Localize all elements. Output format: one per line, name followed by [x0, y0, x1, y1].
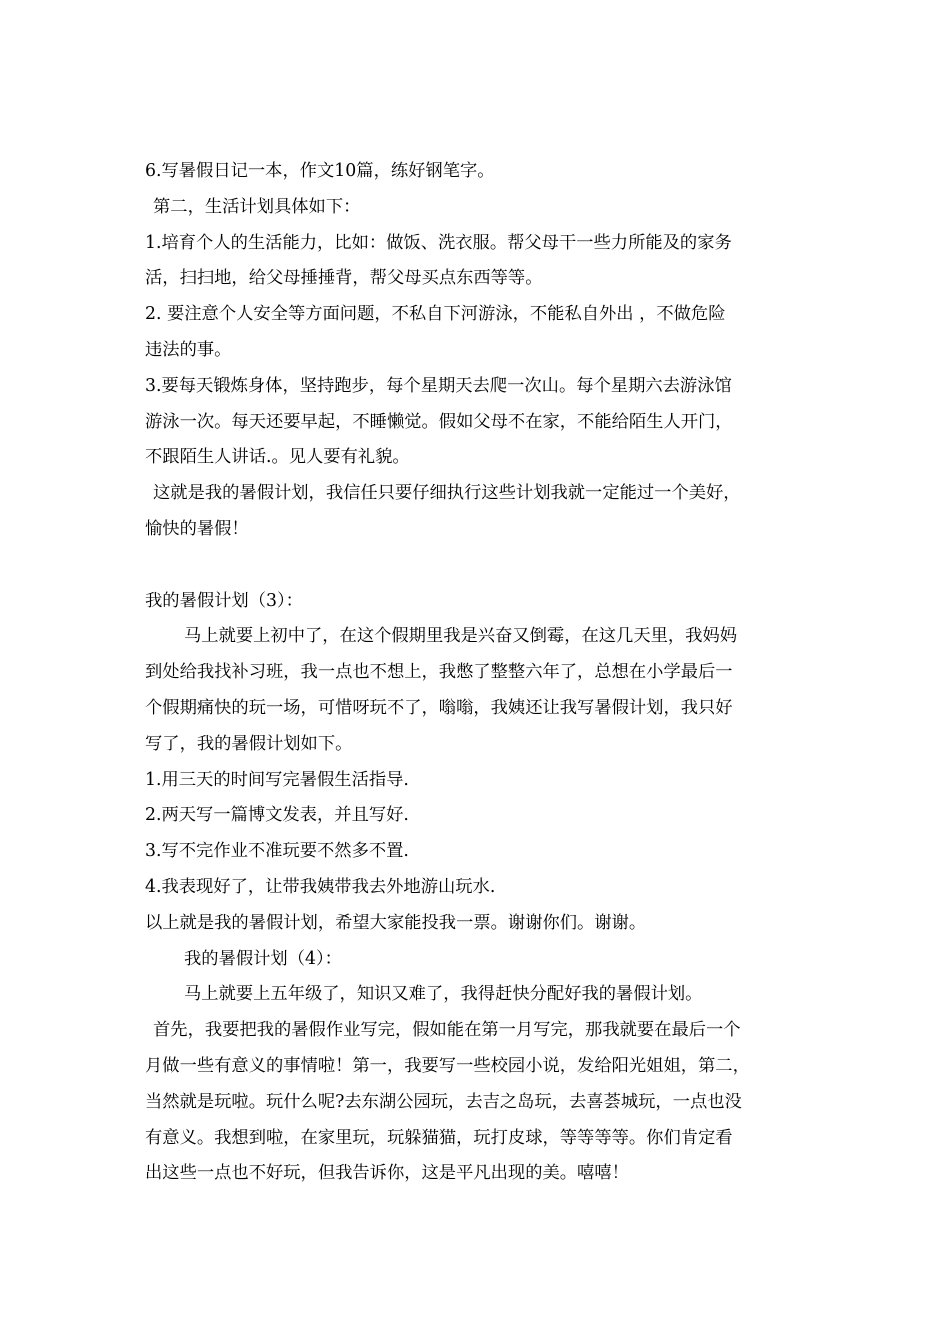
- text-line: 3.写不完作业不准玩要不然多不置.: [145, 841, 409, 862]
- section-heading: 我的暑假计划（3）：: [145, 590, 303, 611]
- text-line: 2. 要注意个人安全等方面问题，不私自下河游泳，不能私自外出 ，不做危险: [145, 304, 726, 325]
- text-line: 以上就是我的暑假计划，希望大家能投我一票。谢谢你们。谢谢。: [145, 912, 647, 933]
- text-line: 首先，我要把我的暑假作业写完，假如能在第一月写完，那我就要在最后一个: [153, 1020, 741, 1041]
- text-line: 个假期痛快的玩一场，可惜呀玩不了，嗡嗡，我姨还让我写暑假计划，我只好: [145, 697, 733, 718]
- text-line: 6.写暑假日记一本，作文10篇，练好钢笔字。: [145, 161, 495, 181]
- text-line: 活，扫扫地，给父母捶捶背，帮父母买点东西等等。: [145, 268, 543, 289]
- text-line: 月做一些有意义的事情啦！第一，我要写一些校园小说，发给阳光姐姐，第二，: [145, 1055, 750, 1076]
- text-line: 3.要每天锻炼身体，坚持跑步，每个星期天去爬一次山。每个星期六去游泳馆: [145, 375, 732, 396]
- text-line: 写了，我的暑假计划如下。: [145, 733, 353, 754]
- text-line: 不跟陌生人讲话.。见人要有礼貌。: [145, 447, 410, 468]
- text-line: 2.两天写一篇博文发表，并且写好.: [145, 805, 409, 826]
- text-line: 有意义。我想到啦，在家里玩，玩躲猫猫，玩打皮球，等等等等。你们肯定看: [145, 1127, 733, 1148]
- text-line: 1.培育个人的生活能力，比如：做饭、洗衣服。帮父母干一些力所能及的家务: [145, 232, 732, 253]
- text-line: 1.用三天的时间写完暑假生活指导.: [145, 769, 409, 790]
- text-line: 游泳一次。每天还要早起，不睡懒觉。假如父母不在家，不能给陌生人开门，: [145, 411, 733, 432]
- blank-line: [145, 548, 813, 584]
- text-line: 第二，生活计划具体如下：: [153, 196, 361, 217]
- text-line: 愉快的暑假！: [145, 518, 249, 539]
- text-line: 当然就是玩啦。玩什么呢?去东湖公园玩，去吉之岛玩，去喜荟城玩，一点也没: [145, 1091, 742, 1112]
- text-line: 马上就要上五年级了，知识又难了，我得赶快分配好我的暑假计划。: [184, 984, 703, 1005]
- section-heading: 我的暑假计划（4）：: [184, 948, 342, 969]
- text-line: 4.我表现好了，让带我姨带我去外地游山玩水.: [145, 876, 496, 897]
- text-line: 违法的事。: [145, 339, 232, 360]
- text-line: 马上就要上初中了，在这个假期里我是兴奋又倒霉，在这几天里，我妈妈: [184, 626, 738, 647]
- text-line: 出这些一点也不好玩，但我告诉你，这是平凡出现的美。嘻嘻！: [145, 1163, 629, 1184]
- document-body: [145, 154, 813, 1192]
- text-line: 到处给我找补习班，我一点也不想上，我憋了整整六年了，总想在小学最后一: [145, 662, 733, 683]
- text-line: 这就是我的暑假计划，我信任只要仔细执行这些计划我就一定能过一个美好，: [153, 483, 741, 504]
